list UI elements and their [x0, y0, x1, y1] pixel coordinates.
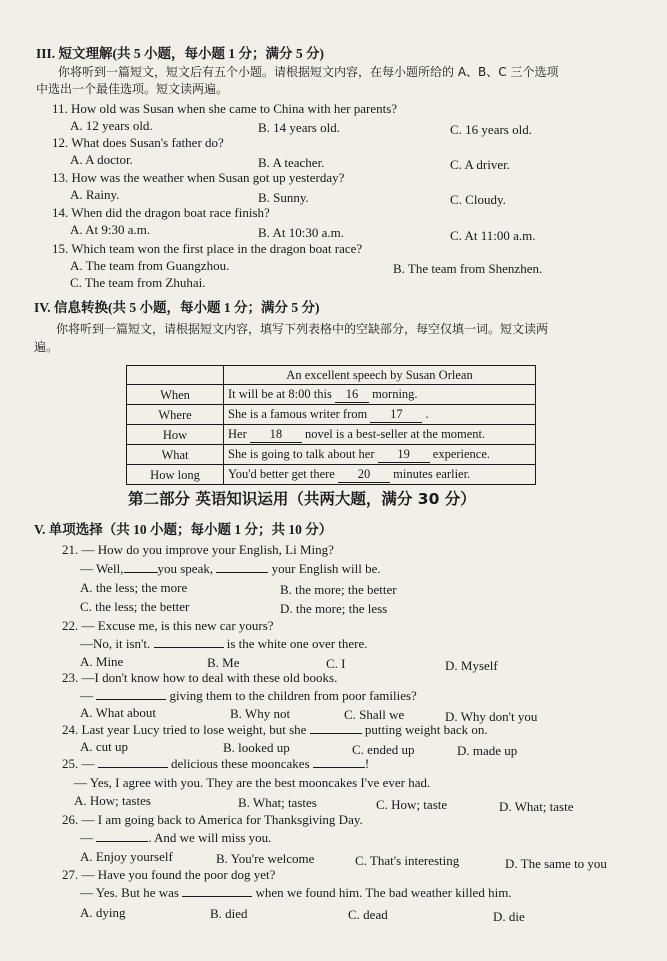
part-2-title: 第二部分 英语知识运用（共两大题，满分 30 分）: [128, 490, 476, 508]
question-14: 14. When did the dragon boat race finish?: [52, 205, 270, 220]
q24-option-c: C. ended up: [352, 742, 415, 757]
q24-text-1: 24. Last year Lucy tried to lose weight, but she: [62, 722, 307, 737]
q23-text-1: —: [80, 688, 93, 703]
q23-option-c: C. Shall we: [344, 707, 405, 722]
blank-17[interactable]: 17: [370, 406, 422, 423]
table-row: [127, 385, 536, 405]
q13-option-a: A. Rainy.: [70, 187, 120, 202]
q15-option-a: A. The team from Guangzhou.: [70, 258, 230, 273]
row-value-when: [224, 385, 536, 405]
question-22-line1: 22. — Excuse me, is this new car yours?: [62, 618, 274, 633]
section-4-instructions-line2: 遍。: [34, 340, 59, 354]
row-value-what: [224, 445, 536, 465]
q23-option-b: B. Why not: [230, 706, 291, 721]
row-key-how-long: How long: [127, 465, 224, 485]
row-text-before: She is going to talk about her: [228, 447, 375, 461]
section-3-instructions-line1: 你将听到一篇短文，短文后有五个小题。请根据短文内容，在每小题所给的 A、B、C 三个选项: [58, 65, 559, 79]
q22-option-a: A. Mine: [80, 654, 124, 669]
q15-option-c: C. The team from Zhuhai.: [70, 275, 206, 290]
row-key-what: What: [127, 445, 224, 465]
q11-option-c: C. 16 years old.: [450, 122, 532, 137]
q27-option-c: C. dead: [348, 907, 388, 922]
q21-option-b: B. the more; the better: [280, 582, 397, 597]
q12-option-c: C. A driver.: [450, 157, 510, 172]
q25-option-a: A. How; tastes: [74, 793, 151, 808]
blank-16[interactable]: 16: [335, 386, 369, 403]
q13-option-b: B. Sunny.: [258, 190, 309, 205]
row-text-after: minutes earlier.: [393, 467, 471, 481]
q25-option-d: D. What; taste: [499, 799, 574, 814]
row-key-how: How: [127, 425, 224, 445]
q27-text-1: — Yes. But he was: [80, 885, 179, 900]
q26-text-1: —: [80, 830, 93, 845]
question-15: 15. Which team won the first place in the dragon boat race?: [52, 241, 363, 256]
info-table-empty-cell: [127, 366, 224, 385]
q24-blank[interactable]: [310, 733, 362, 734]
row-value-how-long: [224, 465, 536, 485]
info-table-header-row: [127, 366, 536, 385]
section-3-title: III. 短文理解(共 5 小题，每小题 1 分；满分 5 分): [36, 46, 325, 61]
question-21-line1: 21. — How do you improve your English, Li Ming?: [62, 542, 334, 557]
question-27-line1: 27. — Have you found the poor dog yet?: [62, 867, 276, 882]
q27-text-2: when we found him. The bad weather killed him.: [255, 885, 512, 900]
blank-20[interactable]: 20: [338, 466, 390, 483]
q24-option-b: B. looked up: [223, 740, 290, 755]
table-row: [127, 425, 536, 445]
question-21-line2: [80, 561, 381, 577]
q23-option-d: D. Why don't you: [445, 709, 538, 724]
q24-option-a: A. cut up: [80, 739, 129, 754]
q26-blank[interactable]: [96, 841, 148, 842]
info-table: [126, 365, 536, 485]
row-text-after: morning.: [372, 387, 418, 401]
q22-text-2: is the white one over there.: [226, 636, 368, 651]
question-23-line1: 23. —I don't know how to deal with these old books.: [62, 670, 338, 685]
q21-text-2: you speak,: [157, 561, 214, 576]
q27-blank[interactable]: [182, 896, 252, 897]
question-23-line2: [80, 688, 417, 704]
q12-option-b: B. A teacher.: [258, 155, 325, 170]
table-row: [127, 445, 536, 465]
q21-option-d: D. the more; the less: [280, 601, 388, 616]
q21-option-c: C. the less; the better: [80, 599, 190, 614]
row-key-when: When: [127, 385, 224, 405]
question-26-line1: 26. — I am going back to America for Thanksgiving Day.: [62, 812, 363, 827]
row-value-where: [224, 405, 536, 425]
q22-blank[interactable]: [154, 647, 224, 648]
q11-option-a: A. 12 years old.: [70, 118, 153, 133]
row-text-before: It will be at 8:00 this: [228, 387, 332, 401]
blank-19[interactable]: 19: [378, 446, 430, 463]
q14-option-c: C. At 11:00 a.m.: [450, 228, 536, 243]
section-4-title: IV. 信息转换(共 5 小题，每小题 1 分；满分 5 分): [34, 300, 320, 315]
q24-text-2: putting weight back on.: [364, 722, 488, 737]
q14-option-b: B. At 10:30 a.m.: [258, 225, 344, 240]
row-text-before: You'd better get there: [228, 467, 335, 481]
question-25-line2: — Yes, I agree with you. They are the best mooncakes I've ever had.: [74, 775, 431, 790]
q25-blank-2[interactable]: [313, 767, 365, 768]
q23-blank[interactable]: [96, 699, 166, 700]
info-table-title: An excellent speech by Susan Orlean: [224, 366, 536, 385]
q24-option-d: D. made up: [457, 743, 518, 758]
q26-option-a: A. Enjoy yourself: [80, 849, 173, 864]
row-value-how: [224, 425, 536, 445]
q27-option-d: D. die: [493, 909, 525, 924]
q27-option-a: A. dying: [80, 905, 126, 920]
q25-text-2: delicious these mooncakes: [171, 756, 310, 771]
table-row: [127, 405, 536, 425]
q26-option-c: C. That's interesting: [355, 853, 460, 868]
q22-text-1: —No, it isn't.: [80, 636, 151, 651]
q12-option-a: A. A doctor.: [70, 152, 133, 167]
row-text-after: experience.: [432, 447, 491, 461]
section-5-title: V. 单项选择（共 10 小题；每小题 1 分；共 10 分）: [34, 522, 333, 537]
question-24-line1: [62, 722, 488, 738]
q25-option-b: B. What; tastes: [238, 795, 317, 810]
row-key-where: Where: [127, 405, 224, 425]
section-4-instructions-line1: 你将听到一篇短文，请根据短文内容，填写下列表格中的空缺部分，每空仅填一词。短文读两: [56, 322, 549, 336]
question-27-line2: [80, 885, 512, 901]
question-25-line1: [62, 756, 369, 772]
q21-text-3: your English will be.: [271, 561, 381, 576]
q27-option-b: B. died: [210, 906, 248, 921]
question-22-line2: [80, 636, 368, 652]
question-13: 13. How was the weather when Susan got up yesterday?: [52, 170, 345, 185]
question-26-line2: [80, 830, 271, 846]
q22-option-c: C. I: [326, 656, 346, 671]
q25-text-1: 25. —: [62, 756, 95, 771]
q21-blank-2[interactable]: [216, 572, 268, 573]
q11-option-b: B. 14 years old.: [258, 120, 340, 135]
q14-option-a: A. At 9:30 a.m.: [70, 222, 151, 237]
q26-text-2: . And we will miss you.: [148, 830, 272, 845]
row-text-after: novel is a best-seller at the moment.: [305, 427, 486, 441]
q15-option-b: B. The team from Shenzhen.: [393, 261, 543, 276]
q23-option-a: A. What about: [80, 705, 156, 720]
question-11: 11. How old was Susan when she came to China with her parents?: [52, 101, 398, 116]
q21-option-a: A. the less; the more: [80, 580, 188, 595]
q25-text-3: !: [364, 756, 370, 771]
question-12: 12. What does Susan's father do?: [52, 135, 224, 150]
q26-option-d: D. The same to you: [505, 856, 607, 871]
section-3-instructions-line2: 中选出一个最佳选项。短文读两遍。: [36, 82, 229, 96]
q21-text-1: — Well,: [80, 561, 124, 576]
q22-option-d: D. Myself: [445, 658, 498, 673]
row-text-after: .: [425, 407, 429, 421]
q25-blank-1[interactable]: [98, 767, 168, 768]
q23-text-2: giving them to the children from poor families?: [169, 688, 417, 703]
q21-blank-1[interactable]: [124, 572, 158, 573]
q25-option-c: C. How; taste: [376, 797, 448, 812]
q13-option-c: C. Cloudy.: [450, 192, 506, 207]
row-text-before: Her: [228, 427, 247, 441]
table-row: [127, 465, 536, 485]
blank-18[interactable]: 18: [250, 426, 302, 443]
q22-option-b: B. Me: [207, 655, 240, 670]
row-text-before: She is a famous writer from: [228, 407, 368, 421]
q26-option-b: B. You're welcome: [216, 851, 315, 866]
